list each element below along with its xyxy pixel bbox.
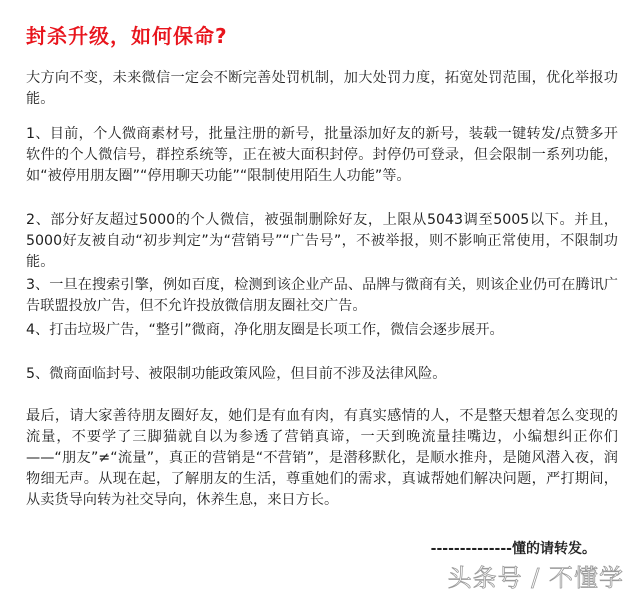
point-4-paragraph: 4、打击垃圾广告，“整引”微商，净化朋友圈是长项工作，微信会逐步展开。 bbox=[26, 322, 504, 338]
point-5-paragraph: 5、微商面临封号、被限制功能政策风险，但目前不涉及法律风险。 bbox=[26, 366, 447, 382]
article-title: 封杀升级，如何保命? bbox=[26, 24, 228, 48]
intro-paragraph: 大方向不变，未来微信一定会不断完善处罚机制，加大处罚力度，拓宽处罚范围，优化举报功能。 bbox=[26, 70, 618, 107]
point-1-paragraph: 1、目前，个人微商素材号，批量注册的新号，批量添加好友的新号，装载一键转发/点赞多开软件的个人微信号，群控系统等，正在被大面积封停。封停仍可登录，但会限制一系列功能，如“被停用朋友圈”“停用聊天功能”“限制使用陌生人功能”等。 bbox=[26, 126, 618, 184]
signature-line: --------------懂的请转发。 bbox=[430, 541, 596, 557]
point-3-paragraph: 3、一旦在搜索引擎，例如百度，检测到该企业产品、品牌与微商有关，则该企业仍可在腾讯广告联盟投放广告，但不允许投放微信朋友圈社交广告。 bbox=[26, 277, 618, 314]
point-2-paragraph: 2、部分好友超过5000的个人微信，被强制删除好友，上限从5043调至5005以下。并且，5000好友被自动“初步判定”为“营销号”“广告号”，不被举报，则不影响正常使用，不限制功能。 bbox=[26, 212, 618, 270]
watermark: 头条号 / 不懂学 bbox=[447, 564, 624, 592]
conclusion-paragraph: 最后，请大家善待朋友圈好友，她们是有血有肉，有真实感情的人，不是整天想着怎么变现的流量，不要学了三脚猫就自以为参透了营销真谛，一天到晚流量挂嘴边，小编想纠正你们——“朋友”≠“流量”，真正的营销是“不营销”，是潜移默化，是顺水推舟，是随风潜入夜，润物细无声。从现在起，了解朋友的生活，尊重她们的需求，真诚帮她们解决问题，严打期间，从卖货导向转为社交导向，休养生息，来日方长。 bbox=[26, 408, 618, 508]
